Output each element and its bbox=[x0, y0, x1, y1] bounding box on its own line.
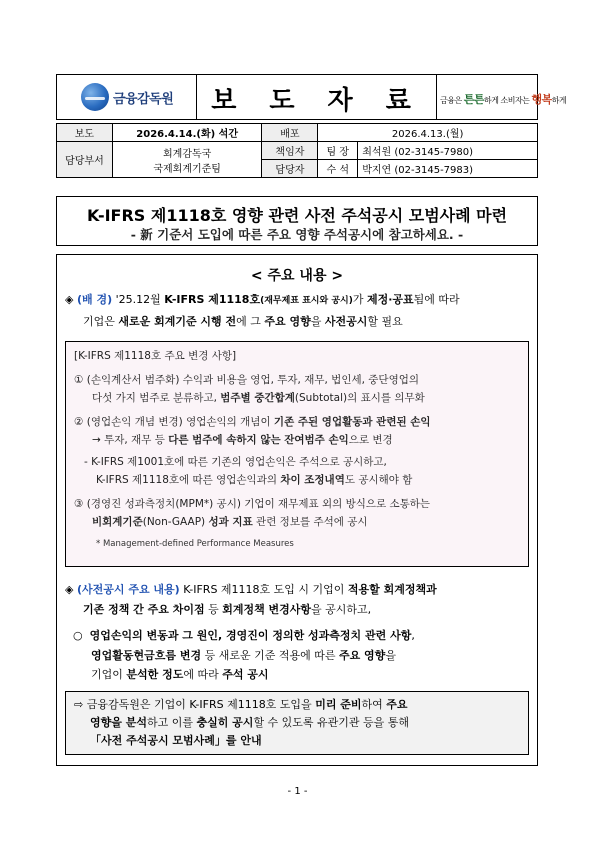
summary-box bbox=[56, 254, 538, 766]
slogan-part: 금융은 bbox=[440, 96, 464, 105]
headline-sub: - 新 기준서 도입에 따른 주요 영향 주석공시에 참고하세요. - bbox=[130, 227, 464, 242]
item-3-line-1: ③ (경영진 성과측정치(MPM*) 공시) 기업이 재무제표 외의 방식으로 소통하는 bbox=[74, 498, 431, 510]
dept-names bbox=[112, 142, 262, 178]
item-3-line-2 bbox=[92, 514, 368, 530]
responsible-title: 팀 장 bbox=[318, 142, 358, 160]
item-1-line-1: ① (손익계산서 범주화) 수익과 비용을 영업, 투자, 재무, 법인세, 중단영업의 bbox=[74, 374, 419, 386]
diamond-bullet-icon: ◈ bbox=[65, 293, 74, 306]
text-run: '25.12월 bbox=[112, 293, 165, 306]
dept-label: 담당부서 bbox=[57, 142, 113, 178]
text-run: 을 공시하고, bbox=[311, 603, 372, 616]
text-run: 회계정책 변경사항 bbox=[222, 603, 312, 616]
text-run: 범주별 중간합계 bbox=[220, 392, 295, 404]
pre-disclosure-line-2 bbox=[83, 601, 371, 619]
text-run: 영업손익의 변동과 그 원인, 경영진이 정의한 성과측정치 관련 사항 bbox=[89, 629, 412, 642]
sub-point-line-1 bbox=[73, 627, 415, 645]
text-run: 기존 정책 간 주요 차이점 bbox=[83, 603, 205, 616]
text-run: 주요 영향 bbox=[338, 649, 386, 662]
text-run: 하고 이를 bbox=[146, 716, 197, 729]
fss-globe-icon bbox=[81, 83, 109, 111]
text-run: 도 공시해야 함 bbox=[344, 474, 413, 486]
text-run: (재무제표 표시와 공시) bbox=[260, 296, 353, 306]
slogan-word-sturdy: 튼튼 bbox=[463, 93, 484, 106]
text-run: 주요 bbox=[386, 698, 408, 711]
item-2-sub-line-1: - K-IFRS 제1001호에 따른 기존의 영업손익은 주석으로 공시하고, bbox=[84, 456, 387, 468]
slogan-part: 하게 bbox=[551, 96, 567, 105]
staff-contact bbox=[358, 160, 538, 178]
text-run: 충실히 공시 bbox=[196, 716, 254, 729]
item-1-line-2 bbox=[92, 390, 425, 406]
press-release-title: 보 도 자 료 bbox=[211, 86, 423, 116]
embargo-label: 보도 bbox=[57, 124, 113, 142]
text-run: 됨에 따라 bbox=[413, 293, 460, 306]
staff-label: 담당자 bbox=[262, 160, 318, 178]
text-run: 관련 정보를 주석에 공시 bbox=[252, 516, 368, 528]
text-run: 등 bbox=[204, 603, 223, 616]
text-run: 가 bbox=[352, 293, 367, 306]
text-run: 주석 공시 bbox=[222, 668, 269, 681]
staff-title: 수 석 bbox=[318, 160, 358, 178]
slogan bbox=[440, 91, 566, 107]
release-label: 배포 bbox=[262, 124, 318, 142]
press-header bbox=[56, 74, 567, 120]
text-run: , bbox=[411, 629, 415, 642]
sub-point-line-2 bbox=[91, 647, 396, 665]
headline-box bbox=[56, 196, 538, 246]
callout-line-2 bbox=[90, 714, 409, 732]
text-run: (Non-GAAP) bbox=[142, 516, 209, 528]
responsible-label: 책임자 bbox=[262, 142, 318, 160]
change-box-title: [K-IFRS 제1118호 주요 변경 사항] bbox=[74, 350, 237, 362]
responsible-phone: (02-3145-7980) bbox=[394, 147, 474, 158]
text-run: 영향을 분석 bbox=[90, 716, 147, 729]
release-value: 2026.4.13.(월) bbox=[318, 124, 538, 142]
text-run: 할 필요 bbox=[367, 315, 403, 328]
arrow-right-icon: ⇨ bbox=[74, 698, 84, 711]
item-2-line-1 bbox=[74, 414, 431, 430]
item-2-sub-line-2 bbox=[96, 472, 412, 488]
text-run: 영업활동현금흐름 변경 bbox=[91, 649, 202, 662]
slogan-word-happy: 행복 bbox=[531, 93, 552, 106]
item-2-line-2 bbox=[92, 432, 393, 448]
title-cell bbox=[197, 75, 437, 119]
text-run: 사전공시 bbox=[324, 315, 368, 328]
text-run: 비회계기준 bbox=[92, 516, 143, 528]
circle-bullet-icon: ○ bbox=[73, 629, 83, 642]
item-3-footnote: * Management-defined Performance Measures bbox=[96, 539, 294, 549]
text-run: 차이 조정내역 bbox=[280, 474, 345, 486]
text-run: 하여 bbox=[361, 698, 387, 711]
page-number: - 1 - bbox=[287, 786, 308, 797]
text-run: 다른 범주에 속하지 않는 잔여범주 손익 bbox=[168, 434, 349, 446]
text-run: 제정·공표 bbox=[366, 293, 414, 306]
text-run: 에 따라 bbox=[183, 668, 223, 681]
text-run: 성과 지표 bbox=[208, 516, 253, 528]
text-run: 할 수 있도록 유관기관 등을 통해 bbox=[253, 716, 410, 729]
headline-main: K-IFRS 제1118호 영향 관련 사전 주석공시 모범사례 마련 bbox=[86, 206, 508, 225]
text-run: K-IFRS 제1118호 bbox=[164, 293, 261, 306]
text-run: 으로 변경 bbox=[348, 434, 393, 446]
embargo-value: 2026.4.14.(화) 석간 bbox=[112, 124, 262, 142]
background-line-2 bbox=[83, 313, 403, 331]
text-run: 기업이 bbox=[91, 668, 127, 681]
callout-line-3: 「사전 주석공시 모범사례」를 안내 bbox=[90, 734, 262, 747]
text-run: 등 새로운 기준 적용에 따른 bbox=[201, 649, 339, 662]
text-run: (Subtotal)의 표시를 의무화 bbox=[294, 392, 425, 404]
slogan-cell bbox=[437, 75, 567, 119]
diamond-bullet-icon: ◈ bbox=[65, 583, 74, 596]
responsible-name: 최석원 bbox=[362, 147, 392, 158]
text-run: 다섯 가지 범주로 분류하고, bbox=[92, 392, 221, 404]
background-label: (배 경) bbox=[76, 293, 113, 306]
text-run: 적용할 회계정책과 bbox=[347, 583, 437, 596]
text-run: 분석한 정도 bbox=[126, 668, 184, 681]
slogan-part: 하게 소비자는 bbox=[484, 96, 532, 105]
change-summary-box bbox=[65, 341, 529, 567]
logo-cell bbox=[57, 75, 197, 119]
staff-phone: (02-3145-7983) bbox=[394, 165, 474, 176]
text-run: 에 그 bbox=[236, 315, 265, 328]
release-info-table bbox=[56, 123, 538, 178]
text-run: 기업은 bbox=[83, 315, 119, 328]
callout-line-1 bbox=[74, 696, 408, 714]
text-run: 새로운 회계기준 시행 전 bbox=[118, 315, 237, 328]
org-name: 금융감독원 bbox=[113, 92, 174, 107]
responsible-contact bbox=[358, 142, 538, 160]
text-run: 을 bbox=[310, 315, 325, 328]
text-run: ② (영업손익 개념 변경) 영업손익의 개념이 bbox=[74, 416, 274, 428]
dept-line-2: 국제회계기준팀 bbox=[153, 163, 221, 175]
text-run: 금융감독원은 기업이 K-IFRS 제1118호 도입을 bbox=[86, 698, 316, 711]
text-run: 미리 준비 bbox=[315, 698, 362, 711]
text-run: 을 bbox=[385, 649, 396, 662]
dept-line-1: 회계감독국 bbox=[163, 148, 212, 160]
summary-title: < 주요 내용 > bbox=[250, 268, 344, 284]
text-run: 기존 주된 영업활동과 관련된 손익 bbox=[273, 416, 431, 428]
background-line-1 bbox=[65, 291, 460, 310]
text-run: K-IFRS 제1118호 도입 시 기업이 bbox=[179, 583, 348, 596]
text-run: 주요 영향 bbox=[264, 315, 311, 328]
sub-point-line-3 bbox=[91, 666, 269, 684]
text-run: → 투자, 재무 등 bbox=[92, 434, 169, 446]
staff-name: 박지연 bbox=[362, 165, 392, 176]
text-run: K-IFRS 제1118호에 따른 영업손익과의 bbox=[96, 474, 281, 486]
guidance-callout bbox=[65, 691, 529, 755]
pre-disclosure-label: (사전공시 주요 내용) bbox=[76, 583, 180, 596]
pre-disclosure-line-1 bbox=[65, 581, 437, 599]
